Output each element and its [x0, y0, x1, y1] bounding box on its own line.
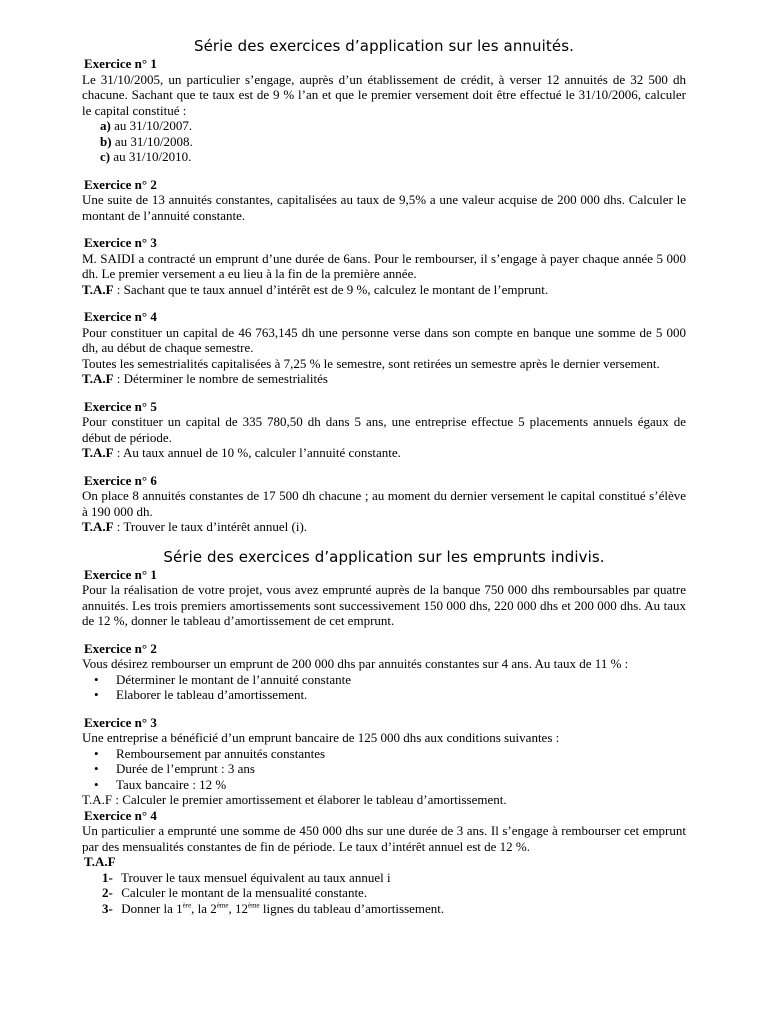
item-text: au 31/10/2008.	[114, 133, 193, 149]
superscript: ème	[216, 901, 229, 910]
list-item: • Taux bancaire : 12 %	[92, 777, 686, 793]
exercise-block	[82, 808, 686, 917]
exercise-title: Exercice n° 4	[84, 309, 157, 324]
exercise-title: Exercice n° 2	[84, 640, 157, 656]
exercise-block	[82, 235, 686, 297]
item-label: b)	[100, 133, 112, 149]
taf-label: T.A.F	[82, 445, 114, 460]
taf-line	[82, 445, 686, 461]
section-title-annuites: Série des exercices d’application sur les annuités.	[193, 37, 575, 55]
exercise-title: Exercice n° 1	[84, 566, 157, 582]
exercise-block	[82, 177, 686, 224]
list-item: • Elaborer le tableau d’amortissement.	[92, 687, 686, 703]
list-item	[102, 885, 686, 901]
item-text: Trouver le taux mensuel équivalent au taux annuel i	[121, 869, 391, 885]
exercise-title: Exercice n° 5	[84, 398, 157, 414]
taf-text: : Au taux annuel de 10 %, calculer l’annuité constante.	[113, 445, 401, 460]
taf-label: T.A.F	[82, 281, 114, 297]
exercise-text: Une entreprise a bénéficié d’un emprunt bancaire de 125 000 dhs aux conditions suivantes :	[82, 730, 560, 745]
item-label: c)	[100, 149, 111, 164]
taf-label: T.A.F	[82, 371, 114, 386]
exercise-text: Pour constituer un capital de 335 780,50 dh dans 5 ans, une entreprise effectue 5 placements annuels égaux de début de période.	[82, 414, 686, 445]
taf-heading: T.A.F	[84, 854, 116, 869]
exercise-text: Vous désirez rembourser un emprunt de 200 000 dhs par annuités constantes sur 4 ans. Au taux de 11 % :	[82, 656, 629, 671]
exercise-text: Toutes les semestrialités capitalisées à 7,25 % le semestre, sont retirées un semestre après le dernier versement.	[82, 355, 660, 371]
list-item	[102, 901, 686, 917]
list-item	[100, 149, 686, 165]
taf-line	[82, 371, 686, 387]
taf-line: T.A.F : Calculer le premier amortissement et élaborer le tableau d’amortissement.	[82, 792, 507, 807]
exercise-text: Le 31/10/2005, un particulier s’engage, auprès d’un établissement de crédit, à verser 12 annuités de 32 500 dh chacune. Sachant que te taux est de 9 % l’an et que le premier versement doit être effectué le 31/10/2006, calculer le capital constitué :	[82, 71, 686, 118]
exercise-text: Un particulier a emprunté une somme de 450 000 dhs sur une durée de 3 ans. Il s’engage à rembourser cet emprunt par des mensualités constantes de fin de période. Le taux d’intérêt annuel est de 12 %.	[82, 823, 686, 854]
exercise-title: Exercice n° 1	[84, 56, 157, 71]
taf-line	[82, 282, 686, 298]
item-label: a)	[100, 118, 111, 133]
exercise-block	[82, 715, 686, 808]
taf-text: : Trouver le taux d’intérêt annuel (i).	[113, 519, 308, 534]
item-text: au 31/10/2007.	[114, 118, 193, 133]
list-item: • Durée de l’emprunt : 3 ans	[92, 761, 686, 777]
taf-text: : Sachant que te taux annuel d’intérêt est de 9 %, calculez le montant de l’emprunt.	[113, 281, 549, 297]
exercise-text: Pour la réalisation de votre projet, vous avez emprunté auprès de la banque 750 000 dhs remboursables par quatre annuités. Les trois premiers amortissements sont successivement 150 000 dhs, 220 000 dhs et 200 000 dhs. Au taux de 12 %, donner le tableau d’amortissement de cet emprunt.	[82, 582, 686, 628]
taf-text: : Déterminer le nombre de semestrialités	[113, 371, 328, 386]
exercise-block	[82, 56, 686, 165]
numbered-list	[82, 870, 686, 917]
exercise-text: Une suite de 13 annuités constantes, capitalisées au taux de 9,5% a une valeur acquise de 200 000 dhs. Calculer le montant de l’annuité constante.	[82, 192, 686, 223]
item-label: 3-	[102, 900, 113, 916]
superscript: ère	[182, 901, 192, 910]
text-fragment: Donner la 1	[121, 900, 183, 916]
exercise-text: Pour constituer un capital de 46 763,145 dh une personne verse dans son compte en banque une somme de 5 000 dh, au début de chaque semestre.	[82, 324, 686, 355]
list-item: • Déterminer le montant de l’annuité constante	[92, 672, 686, 688]
text-fragment: lignes du tableau d’amortissement.	[259, 900, 445, 916]
exercise-block	[82, 567, 686, 629]
exercise-title: Exercice n° 3	[84, 235, 157, 250]
exercise-block	[82, 641, 686, 703]
exercise-block	[82, 399, 686, 461]
text-fragment: , la 2	[191, 900, 217, 916]
item-label: 1-	[102, 869, 113, 885]
bullet-list	[82, 672, 686, 703]
item-label: 2-	[102, 885, 113, 900]
list-item	[102, 870, 686, 886]
item-text: Calculer le montant de la mensualité constante.	[121, 885, 368, 900]
exercise-title: Exercice n° 6	[84, 472, 157, 488]
exercise-text: M. SAIDI a contracté un emprunt d’une durée de 6ans. Pour le rembourser, il s’engage à payer chaque année 5 000 dh. Le premier versement a eu lieu à la fin de la première année.	[82, 250, 686, 281]
exercise-title: Exercice n° 3	[84, 714, 157, 730]
item-text	[121, 901, 444, 916]
text-fragment: , 12	[228, 900, 248, 916]
taf-label: T.A.F	[82, 519, 114, 534]
section-title-emprunts: Série des exercices d’application sur les emprunts indivis.	[163, 547, 605, 566]
exercise-title: Exercice n° 2	[84, 176, 157, 192]
exercise-block	[82, 309, 686, 387]
exercise-title: Exercice n° 4	[84, 807, 157, 823]
exercise-block	[82, 473, 686, 535]
bullet-list	[82, 746, 686, 793]
superscript: ème	[247, 901, 260, 910]
list-item	[100, 118, 686, 134]
exercise-text: On place 8 annuités constantes de 17 500 dh chacune ; au moment du dernier versement le capital constitué s’élève à 190 000 dh.	[82, 488, 686, 519]
list-item: • Remboursement par annuités constantes	[92, 746, 686, 762]
list-item	[100, 134, 686, 150]
answer-list	[82, 118, 686, 165]
item-text: au 31/10/2010.	[113, 149, 192, 164]
document-content	[82, 32, 686, 916]
taf-line	[82, 519, 686, 535]
